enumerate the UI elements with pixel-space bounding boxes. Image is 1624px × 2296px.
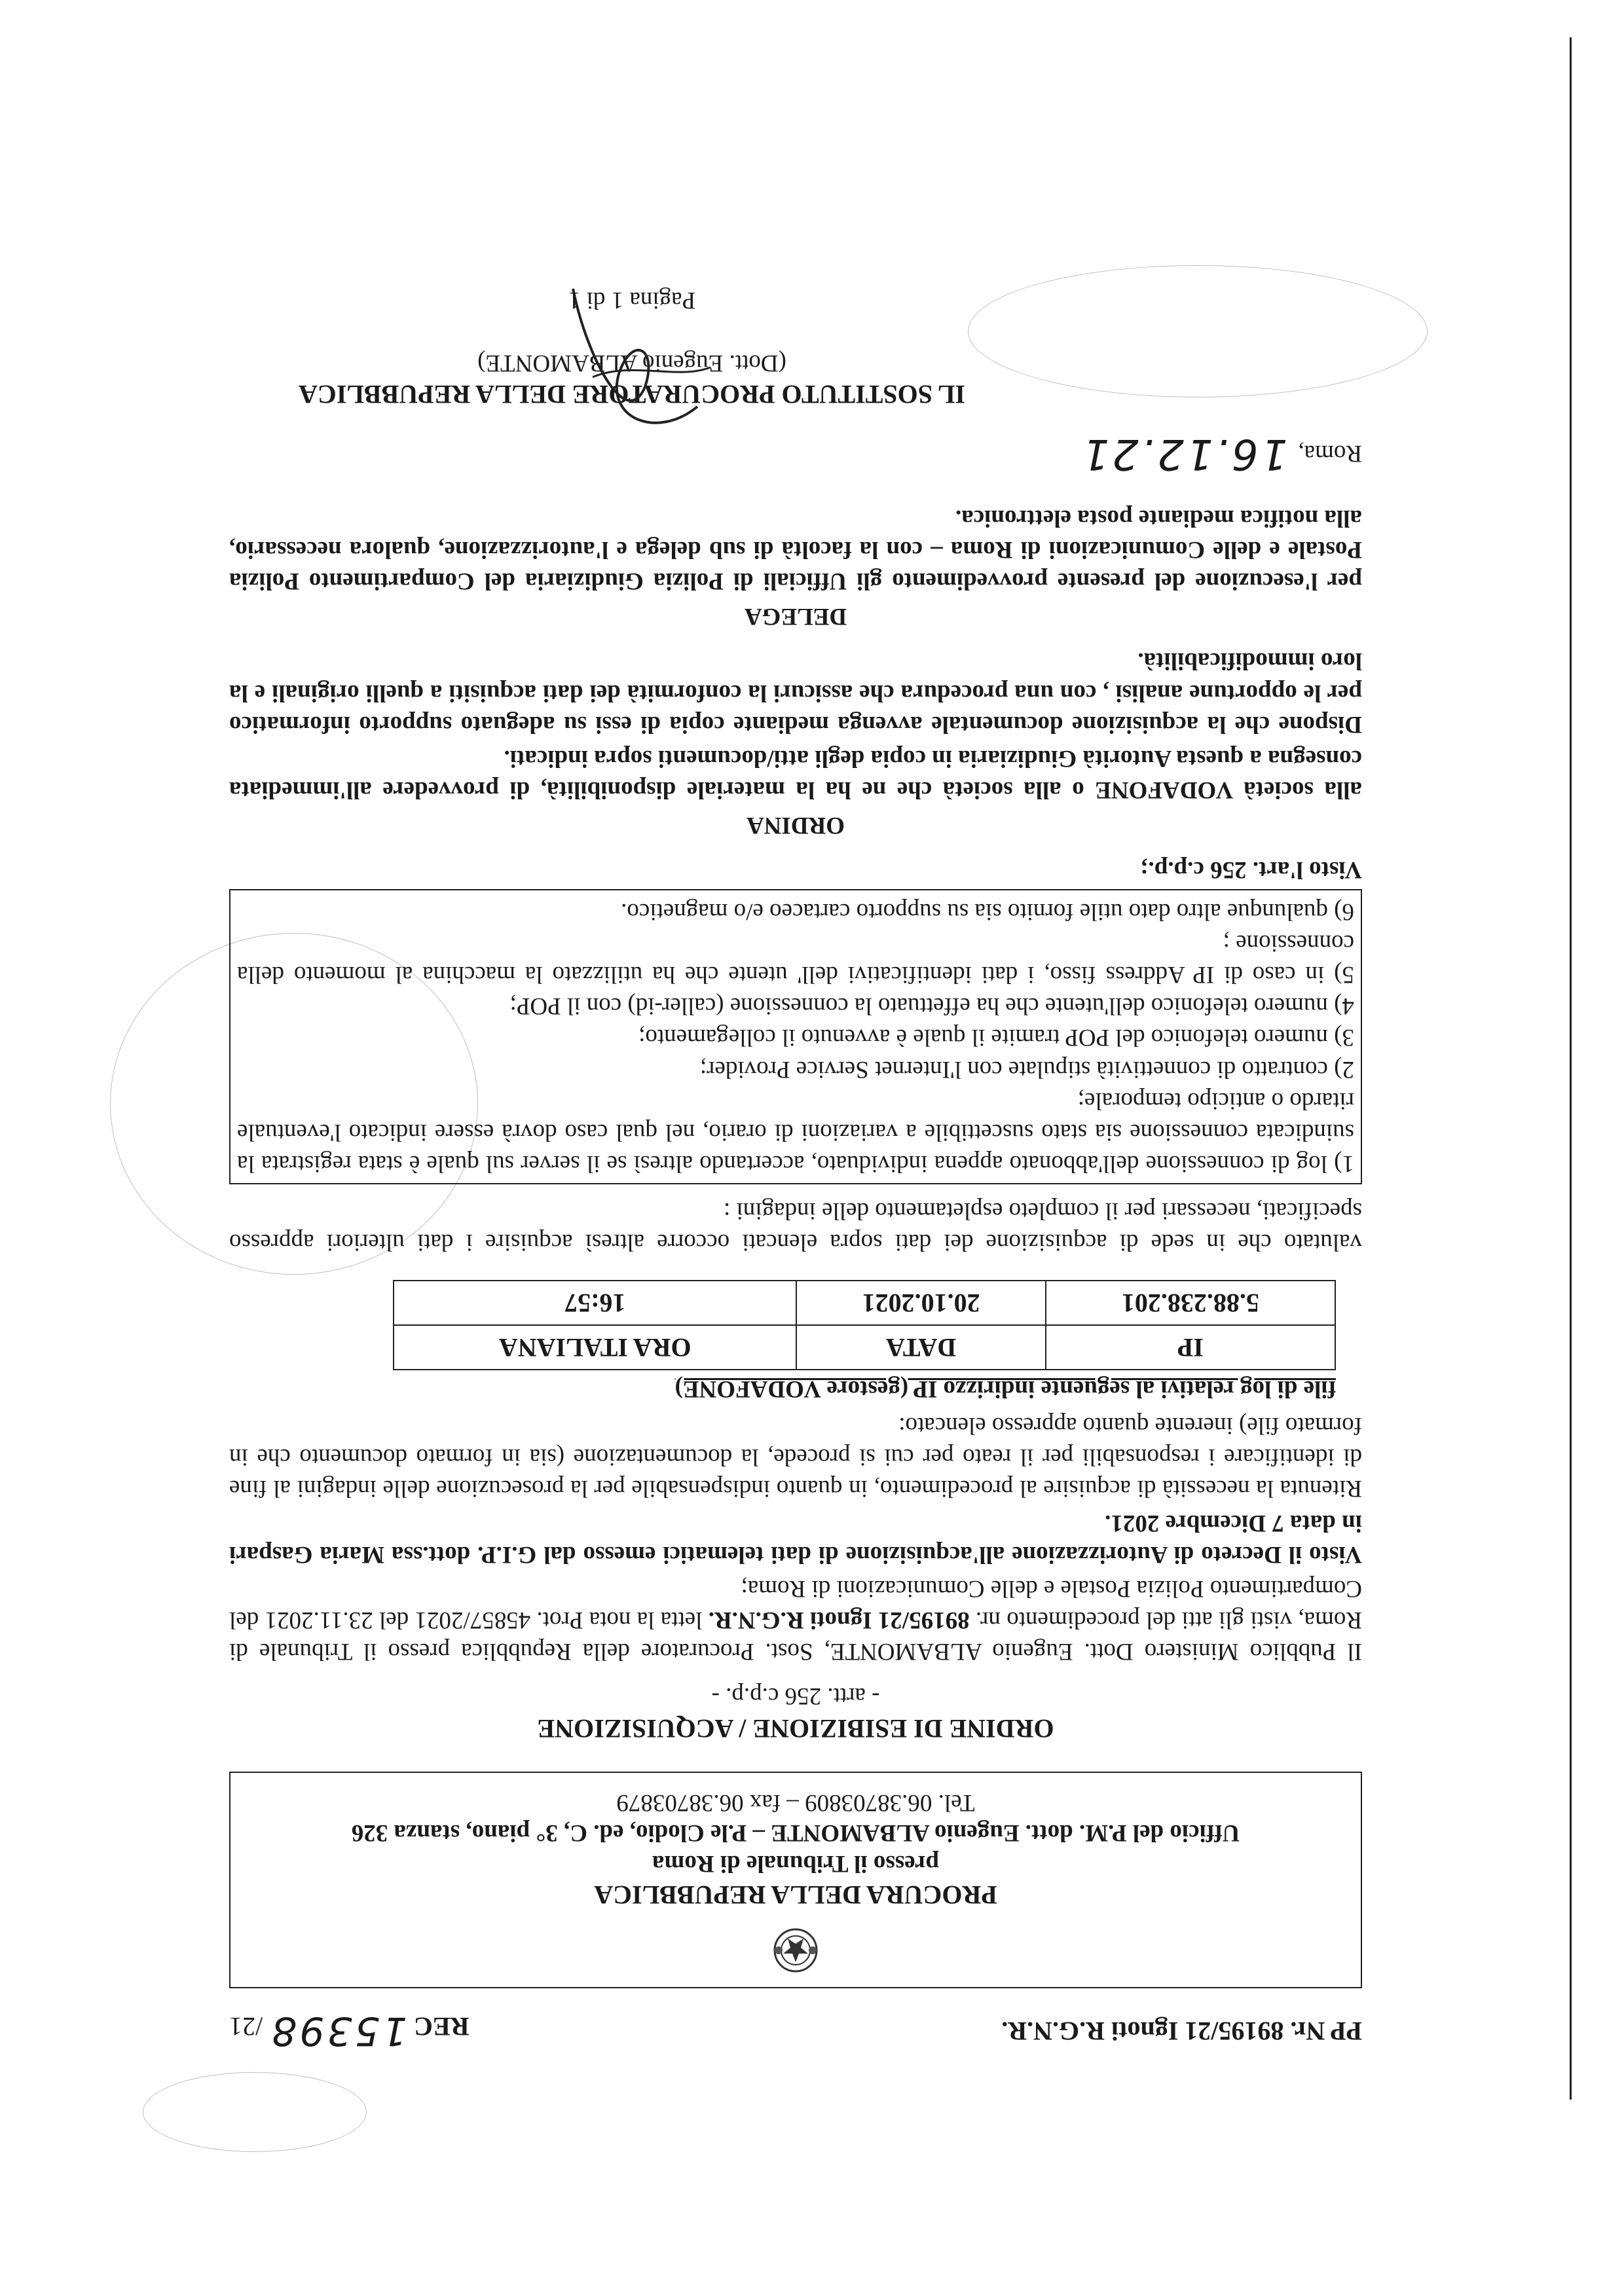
valutato-paragraph: valutato che in sede di acquisizione dei dati sopra elencati occorre altresì acquisire i dati ulteriori appresso specificati, necessari per il completo espletamento delle indagini : [229,1197,1362,1256]
rec-label: REC [414,2012,470,2041]
stamp-mark [143,2072,367,2152]
intro-paragraph [229,1573,1362,1667]
signature-block [229,285,1035,411]
page-subtitle: - artt. 256 c.p.p. - [711,1683,880,1709]
list-item: 5) in caso di IP Address fisso, i dati identificativi dell' utente che ha utilizzato la macchina al momento della connessione ; [237,930,1354,989]
delega-paragraph: per l'esecuzione del presente provvedimento gli Ufficiali di Polizia Giudiziaria del Compartimento Polizia Postale e delle Comunicazioni di Roma – con la facoltà di sub delega e l'autorizzazione, qualora necessario, alla notifica mediante posta elettronica. [229,505,1362,595]
table-row [394,1281,1335,1325]
visto-decreto-paragraph: Visto il Decreto di Autorizzazione all'acquisizione di dati telematici emesso dal G.I.P. dott.ssa Maria Gaspari in data 7 Dicembre 2021. [229,1509,1362,1568]
rec-handwritten-number: 15398 [269,2008,407,2054]
header-line-4: Tel. 06.38703809 – fax 06.38703879 [616,1789,975,1817]
list-item: 4) numero telefonico dell'utente che ha effettuato la connessione (caller-id) con il POP; [509,993,1354,1020]
page-number: Pagina 1 di 1 [568,286,696,314]
page-title: ORDINE DI ESIBIZIONE / ACQUISIZIONE [537,1714,1054,1743]
margin-line [1570,37,1572,2100]
italian-republic-emblem-icon [769,1924,822,1977]
table-header-row [394,1325,1335,1370]
dispone-paragraph: Dispone che la acquisizione documentale avvenga mediante copia di essi su adeguato supporto informatico per le opportune analisi , con una procedura che assicuri la conformità dei dati acquisiti a quelli originali e la loro immodificabilità. [229,647,1362,738]
table-cell-data: 20.10.2021 [796,1281,1045,1325]
list-item: 2) contratto di connettività stipulate con l'Internet Service Provider; [699,1055,1354,1083]
header-line-1: PROCURA DELLA REPUBBLICA [594,1880,997,1910]
required-data-list [229,889,1362,1184]
intro-text-a: Il Pubblico Ministero Dott. Eugenio ALBAMONTE, Sost. Procuratore della Repubblica presso il Tribunale di Roma, visti gli atti del procedimento nr. [229,1606,1362,1665]
protocol-line [229,2008,1362,2054]
signature-title: IL SOSTITUTO PROCURATORE DELLA REPUBBLICA [298,380,966,409]
rec-year: /21 [229,2012,263,2041]
intro-text-c: letta la nota Prot. 45857/2021 del 23.11.2021 del Compartimento Polizia Postale e delle Comunicazioni di Roma; [229,1575,1362,1633]
header-line-2: presso il Tribunale di Roma [652,1850,939,1877]
delega-heading: DELEGA [744,603,847,630]
header-line-3: Ufficio del P.M. dott. Eugenio ALBAMONTE – P.le Clodio, ed. C, 3° piano, stanza 326 [351,1819,1240,1847]
table-header-ip: IP [1046,1325,1335,1370]
list-item: 3) numero telefonico del POP tramite il quale è avvenuto il collegamento; [638,1024,1354,1051]
table-header-data: DATA [796,1325,1045,1370]
table-cell-ora: 16:57 [394,1281,796,1325]
roma-label: Roma, [1298,440,1362,467]
signature-name: (Dott. Eugenio ALBAMONTE) [477,350,786,376]
file-log-heading: file di log relativi al seguente indirizzo IP (gestore VODAFONE) [674,1376,1336,1403]
handwritten-date: 16.12.21 [1080,429,1288,478]
list-item: 1) log di connessione dell'abbonato appena individuato, accertando altresì se il server sul quale è stata registrata la suindicata connessione sia stato suscettibile a variazioni di orario, nel qual caso dovrà essere indicato l'eventuale ritardo o anticipo temporale; [237,1087,1354,1177]
list-item: 6) qualunque altro dato utile fornito sia su supporto cartaceo e/o magnetico. [621,898,1354,926]
ritenuta-paragraph: Ritenuta la necessità di acquisire al procedimento, in quanto indispensabile per la prosecuzione delle indagini al fine di identificare i responsabili per il reato per cui si procede, la documentazione (sia in formato documento che in formato file) inerente quanto appresso elencato: [229,1412,1362,1503]
ordina-paragraph: alla società VODAFONE o alla società che ne ha la materiale disponibilità, di provvedere all'immediata consegna a questa Autorità Giudiziaria in copia degli atti/documenti sopra indicati. [229,744,1362,803]
visto-art-line: Visto l'art. 256 c.p.p.; [1140,856,1362,884]
document-body [229,285,1362,2054]
office-header-box [229,1772,1362,1988]
rec-field [229,2005,469,2056]
table-header-ora: ORA ITALIANA [394,1325,796,1370]
pp-number: PP Nr. 89195/21 Ignoti R.G.N.R. [1001,2016,1362,2046]
intro-procedure-number: 89195/21 Ignoti R.G.N.R. [708,1606,970,1633]
ordina-heading: ORDINA [746,811,845,839]
place-date-line [229,424,1362,483]
ip-log-table [393,1280,1336,1370]
table-cell-ip: 5.88.238.201 [1046,1281,1335,1325]
